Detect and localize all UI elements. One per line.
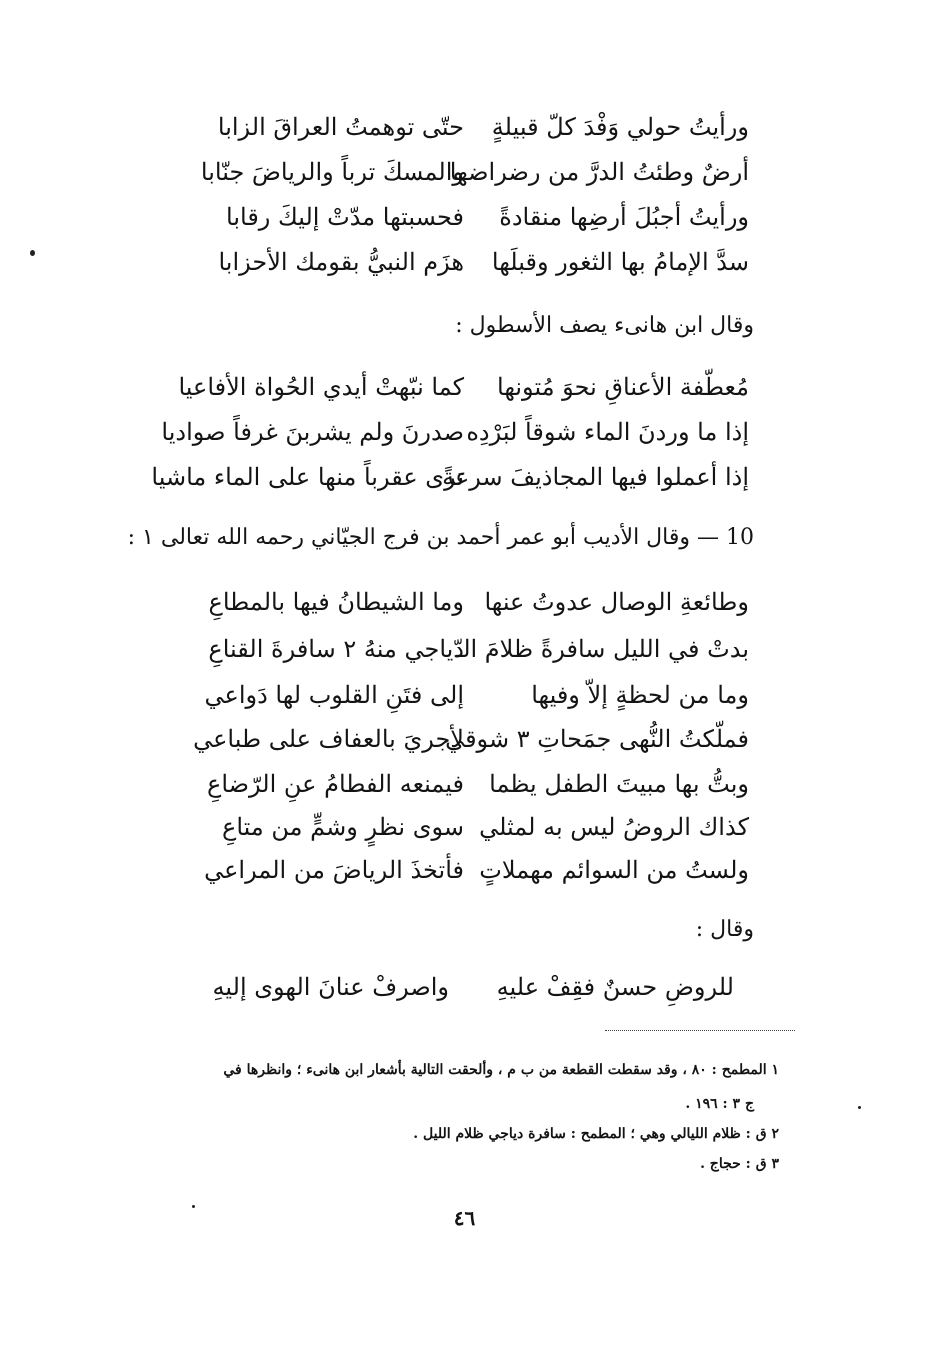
verse-hemistich-2: فأتخذَ الرياضَ من المراعي <box>204 856 464 884</box>
verse-hemistich-1: كذاك الروضُ ليس به لمثلي <box>479 813 749 841</box>
footnote: ٣ ق : حجاج . <box>700 1156 779 1172</box>
verse-hemistich-1: وطائعةِ الوصال عدوتُ عنها <box>484 588 749 616</box>
verse-hemistich-1: بدتْ في الليل سافرةً ظلامَ الـ <box>456 635 749 663</box>
verse-hemistich-2: سوى نظرٍ وشمٍّ من متاعِ <box>222 813 464 841</box>
verse-hemistich-1: وما من لحظةٍ إلاّ وفيها <box>531 681 749 709</box>
footnote: ١ المطمح : ٨٠ ، وقد سقطت القطعة من ب م ، وألحقت التالية بأشعار ابن هانىء ؛ وانظرها في <box>223 1062 779 1078</box>
verse-hemistich-1: فملّكتُ النُّهى جمَحاتِ ٣ شوقي <box>445 725 749 753</box>
verse-hemistich-2: إلى فتَنِ القلوب لها دَواعي <box>204 681 464 709</box>
verse-hemistich-2: صدرنَ ولم يشربنَ غرفاً صواديا <box>161 418 464 446</box>
verse-hemistich-1: إذا ما وردنَ الماء شوقاً لبَرْدِه <box>466 418 749 446</box>
verse-hemistich-1: للروضِ حسنٌ فقِفْ عليهِ <box>496 973 734 1001</box>
verse-hemistich-2: ترى عقرباً منها على الماء ماشيا <box>151 463 464 491</box>
footnote: ٢ ق : ظلام الليالي وهي ؛ المطمح : سافرة دياجي ظلام الليل . <box>413 1126 779 1142</box>
verse-hemistich-2: فيمنعه الفطامُ عنِ الرّضاعِ <box>207 770 464 798</box>
verse-hemistich-1: إذا أعملوا فيها المجاذيفَ سرعةً <box>442 463 749 491</box>
verse-hemistich-1: سدَّ الإمامُ بها الثغور وقبلَها <box>491 248 749 276</box>
verse-hemistich-1: مُعطّفة الأعناقِ نحوَ مُتونها <box>497 373 749 401</box>
scan-speck <box>858 1106 861 1109</box>
verse-hemistich-2: كما نبّهتْ أيدي الحُواة الأفاعيا <box>178 373 464 401</box>
verse-hemistich-2: والمسكَ ترباً والرياضَ جنّابا <box>200 158 464 186</box>
footnote-divider <box>605 1030 795 1031</box>
footnote-continuation: ج ٣ : ١٩٦ . <box>685 1096 754 1112</box>
scan-speck <box>30 250 35 256</box>
verse-hemistich-2: لأجريَ بالعفاف على طباعي <box>193 725 464 753</box>
verse-hemistich-2: وما الشيطانُ فيها بالمطاعِ <box>208 588 464 616</box>
section-intro: وقال : <box>695 917 754 942</box>
verse-hemistich-2: دّياجي منهُ ٢ سافرةَ القناعِ <box>208 635 464 663</box>
section-intro: 10 — وقال الأديب أبو عمر أحمد بن فرج الجيّاني رحمه الله تعالى ١ : <box>127 525 754 550</box>
section-intro: وقال ابن هانىء يصف الأسطول : <box>455 313 754 338</box>
verse-hemistich-1: أرضٌ وطئتُ الدرَّ من رضراضها <box>449 158 749 186</box>
verse-hemistich-1: ورأيتُ حولي وَفْدَ كلّ قبيلةٍ <box>491 113 749 141</box>
scan-speck <box>192 1205 195 1208</box>
verse-hemistich-1: ولستُ من السوائم مهملاتٍ <box>479 856 749 884</box>
verse-hemistich-2: حتّى توهمتُ العراقَ الزابا <box>217 113 464 141</box>
verse-hemistich-2: واصرفْ عنانَ الهوى إليهِ <box>212 973 449 1001</box>
verse-hemistich-1: ورأيتُ أجبُلَ أرضِها منقادةً <box>499 203 749 231</box>
verse-hemistich-2: هزَم النبيُّ بقومك الأحزابا <box>218 248 464 276</box>
verse-hemistich-1: وبتُّ بها مبيتَ الطفل يظما <box>489 770 749 798</box>
verse-hemistich-2: فحسبتها مدّتْ إليكَ رقابا <box>226 203 464 231</box>
page-number: ٤٦ <box>453 1206 476 1230</box>
